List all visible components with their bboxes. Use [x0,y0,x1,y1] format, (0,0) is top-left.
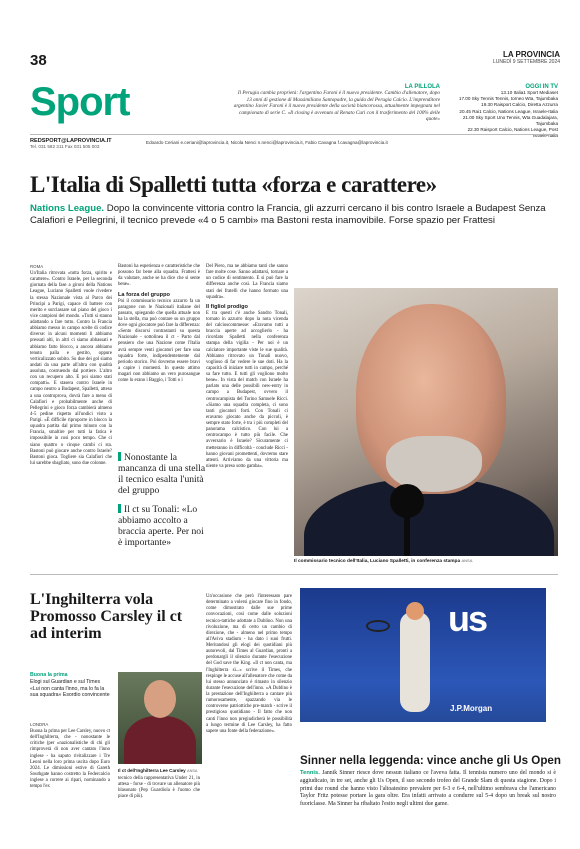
page-header [30,52,560,76]
photo-caption: Il commissario tecnico dell'Italia, Luciano Spalletti, in conferenza stampa ANSA [294,558,473,564]
article-text: Bastoni ha esperienza e caratteristiche che possono far bene alla squadra. Frattesi è da valutare, anche se ha dice che si sente bene». [118,264,200,288]
tv-item: 19.30 Raisport Calcio, Diretta Azzurra [481,102,558,108]
tv-schedule-tag: OGGI IN TV [525,84,558,90]
tv-item: 17.00 Sky Tennis Tennis, torneo Wta, Tajumbaka [458,96,558,102]
tv-item: 22.30 Raisport Calcio, Nations League, Post Israele-Italia [467,127,558,139]
brand-name: LA PROVINCIA [502,50,560,59]
main-headline: L'Italia di Spalletti tutta «forza e carattere» [30,172,437,197]
photo-credit: ANSA [461,558,473,563]
article-column-1 [30,264,112,467]
tv-item: 13.10 Italia1 Sport Mediaset [500,90,558,95]
summary-tag: Buona la prima [30,672,68,678]
article-column-2 [118,264,200,384]
pull-quote: Il ct su Tonali: «Lo abbiamo accolto a braccia aperte. Per noi è importante» [118,504,204,549]
england-summary [30,672,110,699]
racket-icon [366,620,390,632]
article-text: E tra questi c'è anche Sandro Tonali, tornato in azzurro dopo la nota vicenda del calcioscommesse: «Eravamo tutti a braccia aperte ad accoglierlo - ha ricordato Spalletti nella conferenza stampa della vigilia - Per noi è un calciatore importante viste le sue qualità. Abbiamo ritrovato un Tonali nuovo, voglioso di far vedere le sue doti. Ha la capacità di iniziare tutti in campo, perché sa fare tutto. E tutti gli vogliono molto bene». In vista del match con Israele ha parlato una delle possibili new-entry in campo a Budapest, ovvero il centrocampista del Torino Samuele Ricci. «Siamo una squadra completa, ci sono tanti giocatori forti. Con Tonali ci eravamo giocato anche da piccoli, è sempre stato forte, è tra i più completi del panorama calcistico. Con lui a centrocampo è tutto più facile. Che avversario è Israele? Sicuramente ci metteranno in difficoltà - conclude Ricci - hanno giovani promettenti, dovremo stare attenti. Arriviamo da una vittoria ma niente va preso sotto gamba». [206,310,288,469]
microphone-icon [390,484,424,518]
tv-item: 20.45 Rai1 Calcio, Nations League, Israele-Italia [459,108,558,114]
article-text: Poi il commissario tecnico azzurro fa un paragone con le Nazionali italiane del passato, spiegando che quella attuale non ha la stella, ma può contare su un gruppo dove ogni giocatore può fare la differenza: «Sento discorsi contrastanti su questa Nazionale - sottolinea il ct - Parto dal pensiero che una Nazione come l'Italia avrà sempre venti giocatori per fare una squadra forte, indipendentemente dal periodo storico. Poi dovremo essere bravi a capire i momenti. In questo attimo magari non abbiamo un vero purosangue come lo erano i Baggio, i Totti o i [118,298,200,384]
pull-quote: Nonostante la mancanza di una stella il tecnico esalta l'unità del gruppo [118,452,206,497]
article-tag: Tennis. [300,770,320,776]
section-title: Sport [30,80,130,124]
subheading: Il figliol prodigo [206,303,248,310]
pull-quotes [118,452,208,556]
issue-date: LUNEDÌ 9 SETTEMBRE 2024 [493,59,560,65]
england-column-1 [30,722,110,790]
pillola-tag: LA PILLOLA [404,84,440,90]
carsley-photo [118,672,202,764]
section-divider [30,574,558,575]
article-text: Del Piero, ma ne abbiamo tanti che sanno fare molte cose. Sanno adattarsi, tornare a un codice di sentimento. E si può fare la differenza anche così. La Francia siamo stati dei fratelli che hanno formato una squadra». [206,264,288,300]
quote-bar [118,504,121,513]
summary-text: Elogi sul Guardian e sul Times «Lui non canta l'inno, ma lo fa la sua squadra» Esordio convincente [30,678,110,699]
sinner-photo [300,588,546,722]
kicker-tag: Nations League. [30,203,105,214]
editorial-contacts [30,134,558,150]
dateline: LONDRA [30,722,49,727]
england-column-2 [118,776,200,801]
staff-contacts: Edoardo Ceriani e.ceriani@laprovincia.it, Nicola Nenci n.nenci@laprovincia.it, Fabio Cavagna f.cavagna@laprovincia.it [146,140,388,145]
tv-schedule [452,84,558,140]
article-text: tecnico della rappresentativa Under 21, in attesa - forse - di trovare un allenatore più blasonato (Pep Guardiola è l'uomo che piace di più). [118,776,200,800]
kicker-text: Dopo la convincente vittoria contro la Francia, gli azzurri cercano il bis contro Israele a Budapest Senza Calafiori e Pellegrini, il tecnico prevede «4 o 5 cambi» ma Bastoni resta inamovibile. Forse spazio per Frattesi [30,203,546,227]
article-text: Un'Italia ritrovata «tutta forza, spirito e carattere». Contro Israele, per la seconda giornata della fase a gironi della Nations League, Luciano Spalletti vuole rivedere la stessa Nazionale vista al Parco dei Principi a Parigi, capace di battere con merito e surclassare sul piano del gioco i vice campioni del mondo. «Tutti si stanno adattando a fare tutto. Contro la Francia abbiamo messo in campo scelte di codice diverse: in alcuni momenti li abbiamo pressati alti, in altri ci siamo abbassati e abbiamo fatto blocco, a ancora abbiamo tenuto palla e gestito, oppure verticalizzato subito. Su due dei gol siamo andati da una parte all'altra con qualità assoluta, costruendo dal portiere. L'altro con un recupero alto. E poi siamo stati compatti». E stasera contro Israele in campo neutro a Budapest, Spalletti, atteso a una controprova, dovrà fare a meno di Calafiori e probabilmente anche di Pellegrini e gioco forza cambierà almeno 4-5 pedine rispetto all'undici visto a Parigi. «È difficile riproporre in blocco la squadra partita dal primo minuto con la Francia, smaltire per tutti la fatica è impossibile in così poco tempo. Che ci siano quattro o cinque cambi ci sta. Bastoni può giocare anche contro Israele? Bastoni gioca. Togliere sia Calafiori che lui sarebbe sbagliato, sono due colonne. [30,271,112,466]
redazione-email[interactable]: REDSPORT@LAPROVINCIA.IT Tel. 031 582 311 Fax 031 505 003 [30,138,112,149]
tv-item: 21.00 Sky Sport Uno Tennis, Wta Guadalajara, Tajumbaka [462,114,558,126]
dateline: ROMA [30,264,44,269]
quote-bar [118,452,121,461]
pillola-box [232,84,440,123]
subheading: La forza del gruppo [118,291,170,298]
england-headline: L'Inghilterra vola Promosso Carsley il ct ad interim [30,591,183,642]
article-text: Jannik Sinner riesce dove nessun italiano ce l'aveva fatta. Il tennista numero uno del mondo si è aggiudicato, in tre set, anche gli Us Open, il suo secondo trofeo del Grande Slam di questa stagione. Dopo i primi due round che hanno visto l'altoatesino prevalere per 6-3 e 6-4, nell'ultimo sembrava che l'americano Taylor Fritz potesse portare la gara oltre. Era infatti arrivato a condurre sul 5-4 dopo un break sul nostro fuoriclasse. Ma Sinner ha ribaltato l'esito negli ultimi due game. [300,770,556,808]
photo-credit: ANSA [187,769,198,773]
pillola-text: Il Perugia cambia proprietà: l'argentino Faroni è il nuovo presidente. Cambio d'allenatore, dopo 13 anni di gestione di Massimiliano Santopadre, la guida del Perugia Calcio. L'imprenditore argentino Javier Faroni è il nuovo presidente della società biancorossa, attualmente impegnata nel campionato di serie C. «Il closing è avvenuto al Renato Curi con il trasferimento del 100% delle quote» [233,90,440,122]
masthead [493,50,560,65]
sinner-headline: Sinner nella leggenda: vince anche gli Us Open [300,754,561,767]
main-kicker [30,203,558,228]
sponsor-logo: J.P.Morgan [450,704,493,713]
page-number: 38 [30,52,47,69]
article-text: Buona la prima per Lee Carsley, nuovo ct dell'Inghilterra, che - nonostante le critiche (per «nazionalistiche di chi gli rimproverà di non aver cantato l'inno inglese - ha saputo rivitalizzare i Tre Leoni nella loro prima uscita dopo Euro 2024. Le dimissioni estive di Gareth Southgate hanno costretto la Federcalcio inglese a correre ai ripari, nominando a tempo l'ex [30,729,110,790]
redazione-phone: Tel. 031 582 311 Fax 031 505 003 [30,144,100,149]
photo-caption: Il ct dell'Inghilterra Lee Carsley ANSA [118,768,198,773]
spalletti-photo [294,288,558,556]
sinner-article [300,770,556,809]
article-column-3 [206,264,288,470]
article-text: Un'occasione che però l'interessato pare determinato a volersi giocare fino in fondo, come dimostrato dalle sue prime convocazioni, così come dalle soluzioni tecnico-tattiche adottate a Dublino. Non una rivoluzione, ma di certo un cambio di direzione, che - almeno nel primo tempo all'Aviva stadium - ha dato i suoi frutti. Meritandosi gli elogi dei quotidiani più autorevoli, dal Times al Guardian, pronti a perdonargli il silenzio durante l'esecuzione del God save the King. «Il ct non canta, ma l'Inghilterra sì...» scrive il Times, che respinge le accuse all'allenatore che come da lui stesso annunciato è rimasto in silenzio durante l'esecuzione dell'inno. «A Dublino è la prestazione dell'Inghilterra a cantare più rumorosamente, spazzando via le controverse patriottiche pre-match - scrive il prestigioso quotidiano - Il fatto che non canti l'inno non pregiudicherà le possibilità a lungo termine di Lee Carsley, ha fatto sapere una fonte della federazione». [206,594,292,734]
england-column-3 [206,594,292,735]
us-open-logo: us [448,598,487,639]
